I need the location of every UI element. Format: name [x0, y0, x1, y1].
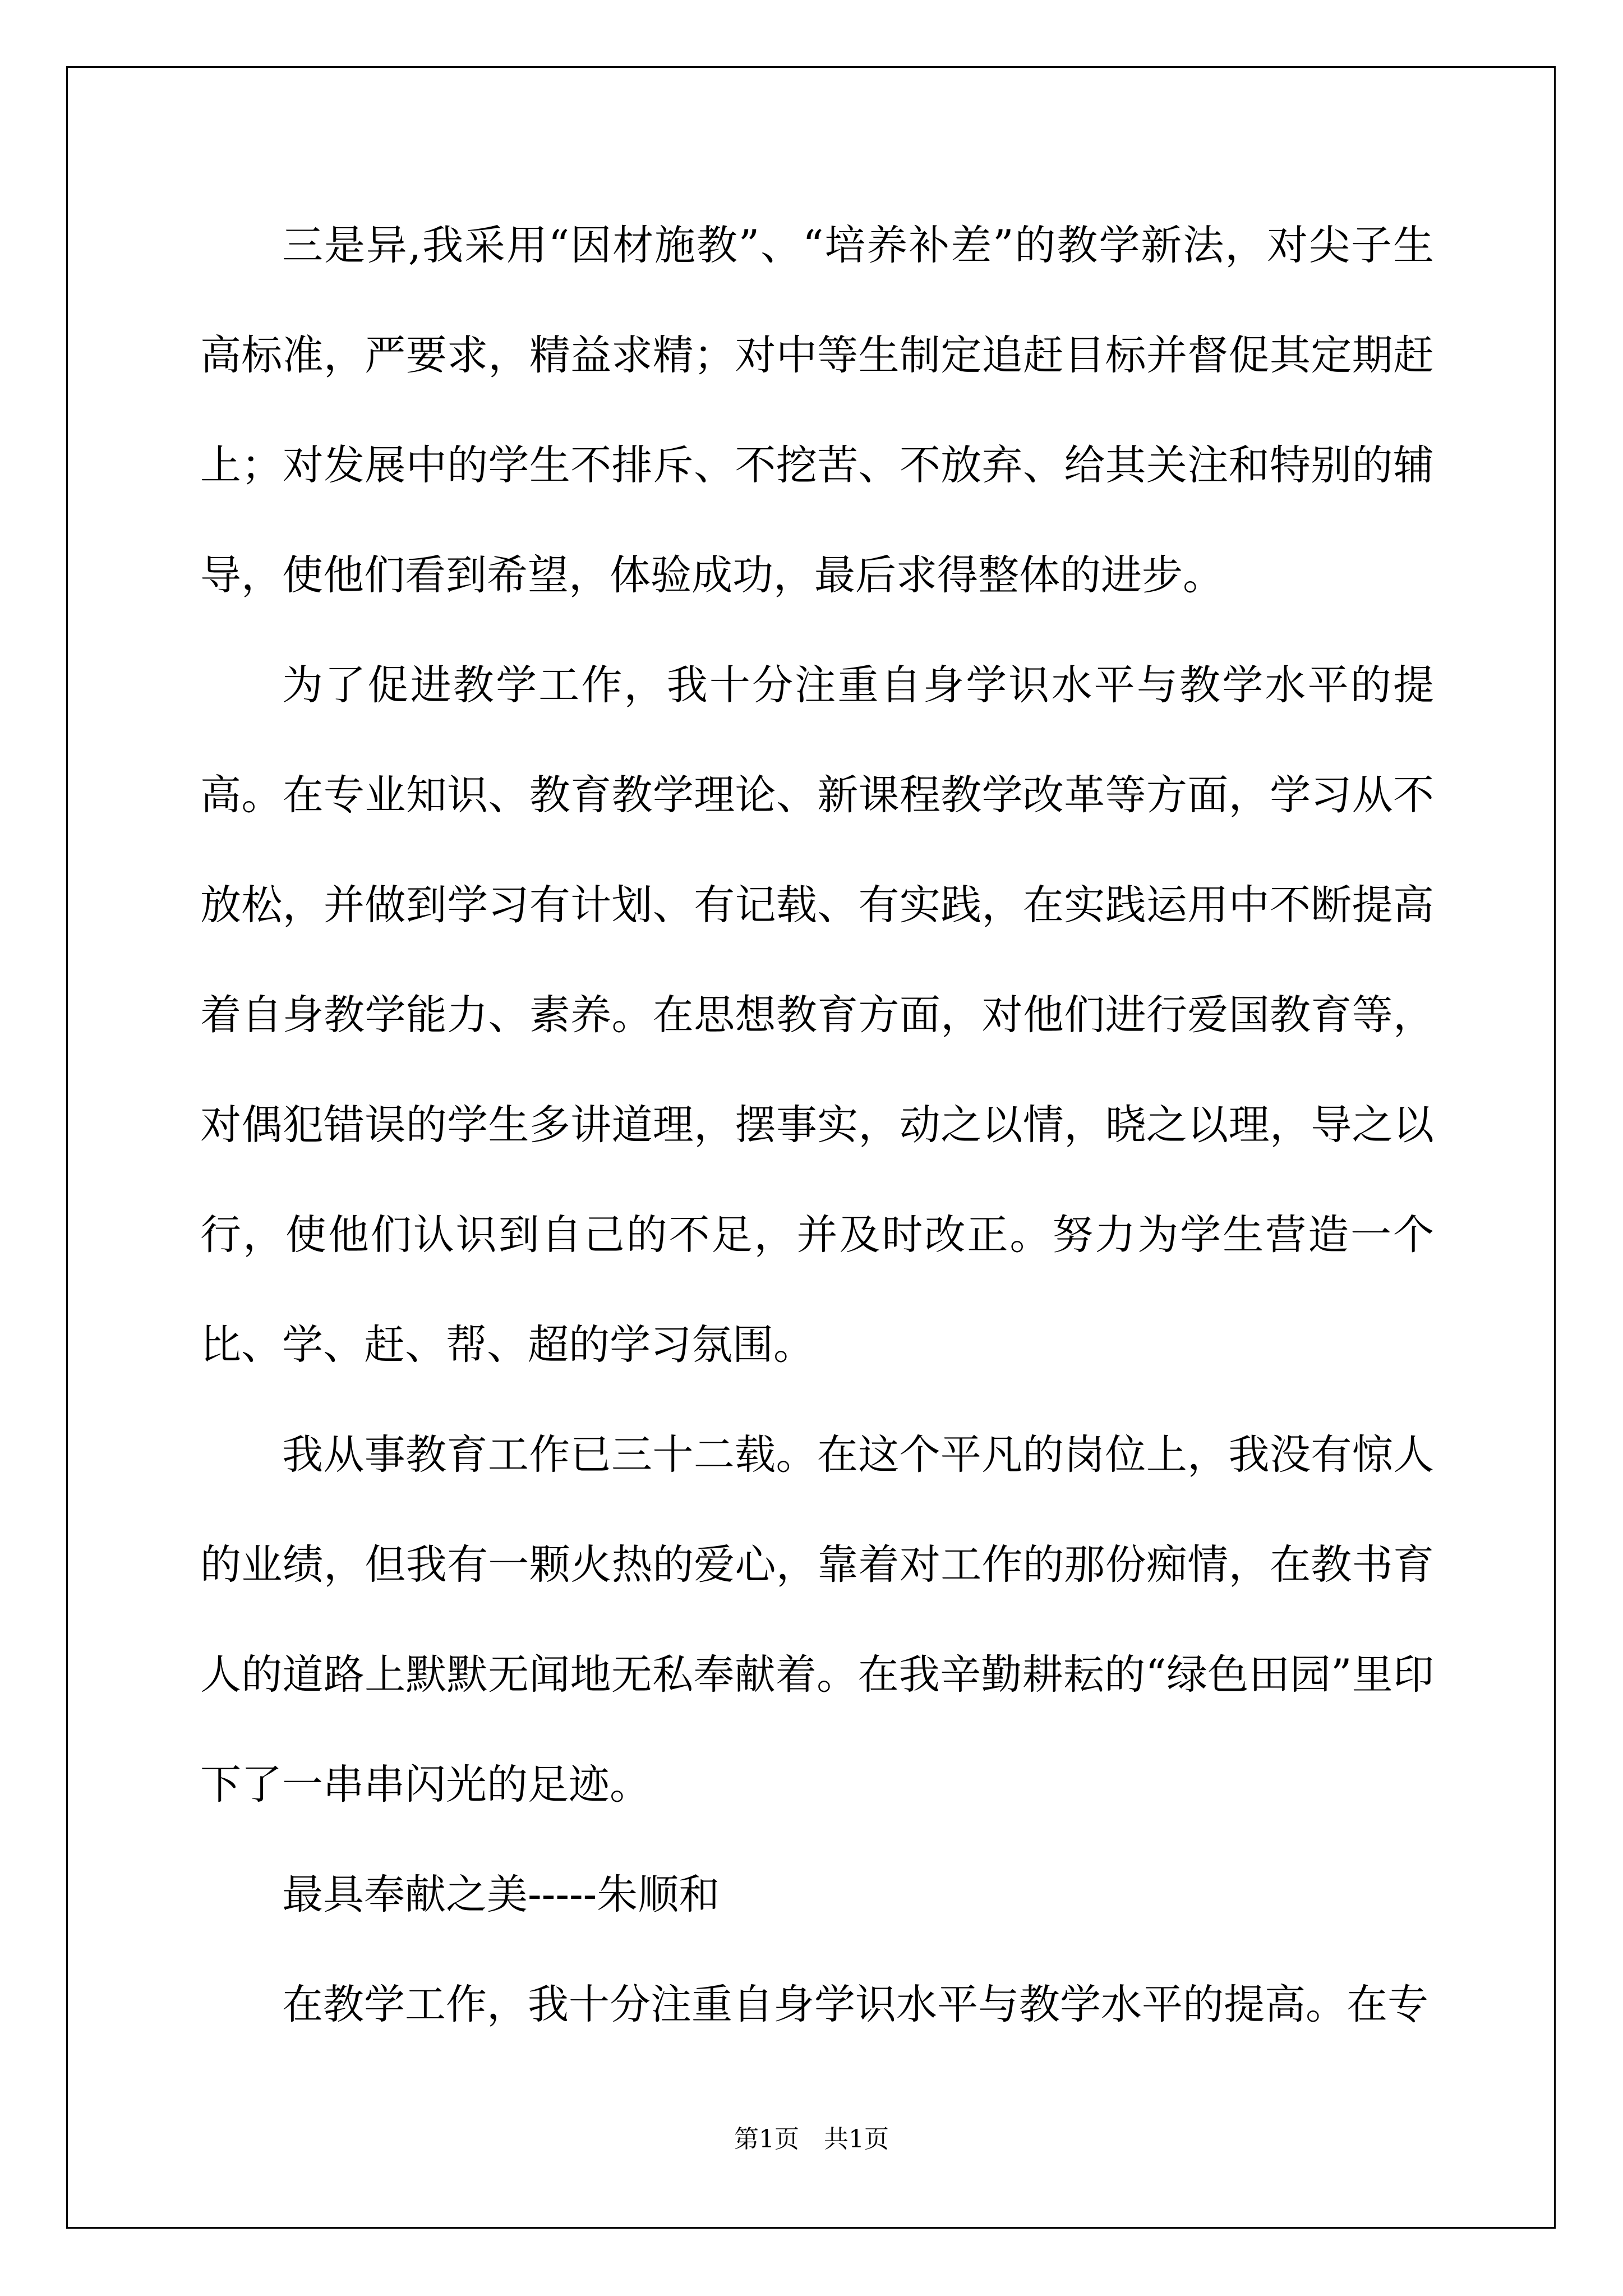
section-heading: 最具奉献之美-----朱顺和 [282, 1871, 720, 1918]
paragraph-3: 我从事教育工作已三十二载。在这个平凡的岗位上，我没有惊人的业绩，但我有一颗火热的爱心，靠着对工作的那份痴情，在教书育人的道路上默默无闻地无私奉献着。在我辛勤耕耘的“绿色田园”里印下了一串串闪光的足迹。 [200, 1431, 1434, 1809]
document-body [200, 191, 1434, 2060]
page-footer [0, 2119, 1623, 2155]
paragraph-1: 三是异,我采用“因材施教”、“培养补差”的教学新法，对尖子生高标准，严要求，精益求精；对中等生制定追赶目标并督促其定期赶上；对发展中的学生不排斥、不挖苦、不放弃、给其关注和特别的辅导，使他们看到希望，体验成功，最后求得整体的进步。 [200, 222, 1434, 599]
paragraph-4: 在教学工作，我十分注重自身学识水平与教学水平的提高。在专 [282, 1981, 1428, 2028]
paragraph-2: 为了促进教学工作，我十分注重自身学识水平与教学水平的提高。在专业知识、教育教学理论、新课程教学改革等方面，学习从不放松，并做到学习有计划、有记载、有实践，在实践运用中不断提高着自身教学能力、素养。在思想教育方面，对他们进行爱国教育等，对偶犯错误的学生多讲道理，摆事实，动之以情，晓之以理，导之以行，使他们认识到自己的不足，并及时改正。努力为学生营造一个比、学、赶、帮、超的学习氛围。 [200, 661, 1434, 1369]
page-total: 共1页 [824, 2125, 889, 2154]
page-number: 第1页 [734, 2125, 799, 2154]
